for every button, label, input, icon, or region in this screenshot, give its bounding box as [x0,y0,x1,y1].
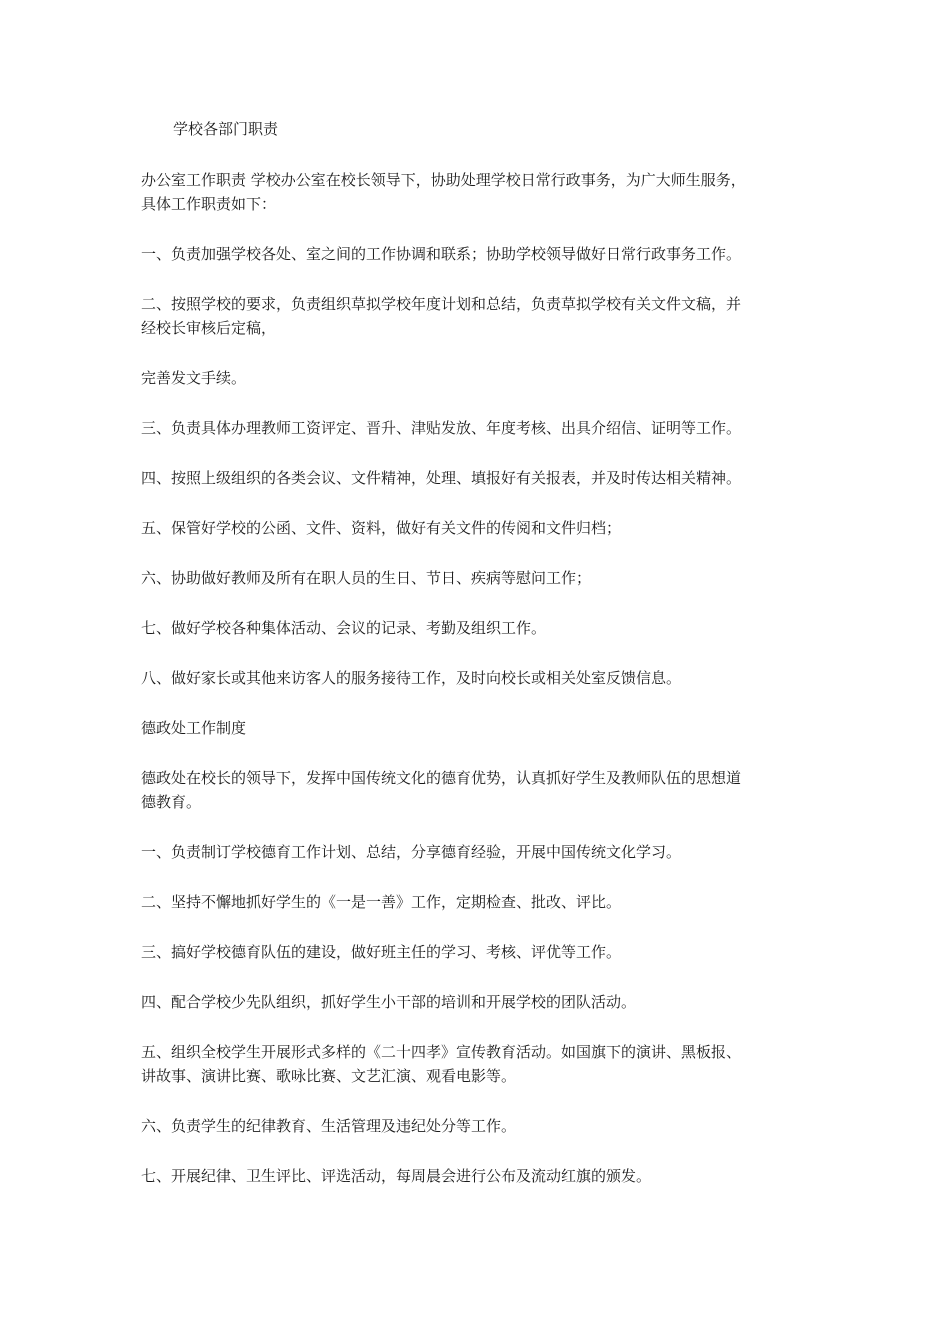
moral-duty-item: 讲故事、演讲比赛、歌咏比赛、文艺汇演、观看电影等。 [141,1067,517,1085]
office-duty-item: 六、协助做好教师及所有在职人员的生日、节日、疾病等慰问工作； [141,569,592,587]
office-duty-item: 一、负责加强学校各处、室之间的工作协调和联系；协助学校领导做好日常行政事务工作。 [141,245,742,263]
office-duty-item: 七、做好学校各种集体活动、会议的记录、考勤及组织工作。 [141,619,547,637]
moral-intro-line: 德政处在校长的领导下，发挥中国传统文化的德育优势，认真抓好学生及教师队伍的思想道 [141,769,742,787]
moral-duty-item: 三、搞好学校德育队伍的建设，做好班主任的学习、考核、评优等工作。 [141,943,622,961]
moral-duty-item: 四、配合学校少先队组织，抓好学生小干部的培训和开展学校的团队活动。 [141,993,637,1011]
office-intro-line: 具体工作职责如下： [141,195,277,213]
moral-duty-item: 七、开展纪律、卫生评比、评选活动，每周晨会进行公布及流动红旗的颁发。 [141,1167,652,1185]
moral-duty-item: 二、坚持不懈地抓好学生的《一是一善》工作，定期检查、批改、评比。 [141,893,622,911]
moral-duty-item: 一、负责制订学校德育工作计划、总结，分享德育经验，开展中国传统文化学习。 [141,843,682,861]
office-duty-item: 三、负责具体办理教师工资评定、晋升、津贴发放、年度考核、出具介绍信、证明等工作。 [141,419,742,437]
office-duty-item: 五、保管好学校的公函、文件、资料，做好有关文件的传阅和文件归档； [141,519,622,537]
office-duty-item: 四、按照上级组织的各类会议、文件精神，处理、填报好有关报表，并及时传达相关精神。 [141,469,742,487]
office-duty-item: 经校长审核后定稿， [141,319,277,337]
document-title: 学校各部门职责 [173,120,279,138]
office-intro-line: 办公室工作职责 学校办公室在校长领导下，协助处理学校日常行政事务，为广大师生服务， [141,171,746,189]
office-duty-item: 八、做好家长或其他来访客人的服务接待工作，及时向校长或相关处室反馈信息。 [141,669,682,687]
moral-duty-item: 五、组织全校学生开展形式多样的《二十四孝》宣传教育活动。如国旗下的演讲、黑板报、 [141,1043,742,1061]
moral-duty-item: 六、负责学生的纪律教育、生活管理及违纪处分等工作。 [141,1117,517,1135]
office-duty-item: 完善发文手续。 [141,369,247,387]
moral-intro-line: 德教育。 [141,793,202,811]
office-duty-item: 二、按照学校的要求，负责组织草拟学校年度计划和总结，负责草拟学校有关文件文稿，并 [141,295,742,313]
section-heading: 德政处工作制度 [141,719,247,737]
